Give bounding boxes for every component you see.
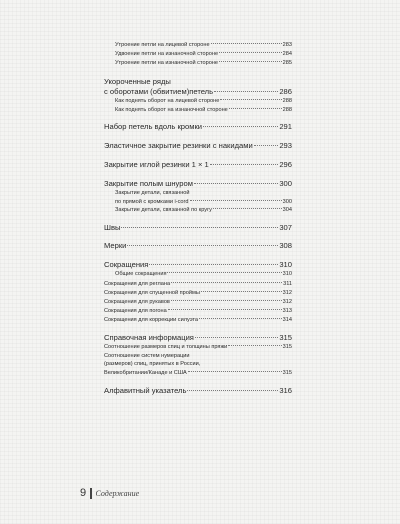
toc-entry-page: 300: [282, 198, 292, 205]
page-number: 9: [80, 487, 87, 499]
toc-entry[interactable]: [104, 97, 292, 106]
table-of-contents: [104, 41, 292, 396]
toc-entry-title-line: по прямой с кромками i-cord: [115, 198, 189, 205]
toc-entry-title: Набор петель вдоль кромки: [104, 122, 203, 132]
toc-entry-page: 300: [279, 179, 292, 189]
toc-entry[interactable]: [104, 316, 292, 325]
toc-entry-page: 286: [279, 86, 292, 96]
toc-entry[interactable]: [104, 352, 292, 378]
toc-entry-page: 308: [279, 241, 292, 251]
leader-dots: [219, 52, 282, 53]
leader-dots: [171, 300, 282, 301]
toc-entry[interactable]: [104, 343, 292, 352]
toc-entry-title-line: с оборотами (обвитием)петель: [104, 86, 214, 96]
toc-entry-page: 283: [282, 42, 292, 48]
toc-entry-title: Сокращения для спущенной проймы: [104, 289, 200, 296]
toc-entry-title: Как поднять оборот на изнаночной стороне: [115, 106, 228, 113]
leader-dots: [210, 164, 279, 165]
toc-entry-title-line: (размеров) спиц, принятых в России,: [104, 361, 201, 368]
toc-entry-page: 288: [282, 106, 292, 113]
toc-entry-page: 315: [282, 370, 292, 377]
toc-entry[interactable]: [104, 50, 292, 59]
leader-dots: [194, 183, 278, 184]
toc-entry[interactable]: [104, 77, 292, 97]
toc-entry-page: 310: [282, 271, 292, 278]
toc-entry-title-line: Укороченные ряды: [104, 76, 171, 86]
toc-entry[interactable]: [104, 260, 292, 270]
toc-entry-title: Справочная информация: [104, 332, 194, 342]
divider: [90, 488, 91, 499]
toc-entry[interactable]: [104, 59, 292, 68]
toc-entry-title: Алфавитный указатель: [104, 385, 187, 395]
toc-entry-page: 284: [282, 51, 292, 58]
toc-entry[interactable]: [104, 298, 292, 307]
toc-entry-title: Сокращения для коррекции силуэта: [104, 317, 199, 324]
leader-dots: [168, 309, 282, 310]
toc-entry[interactable]: [104, 289, 292, 298]
toc-entry-title: Закрытие полым шнуром: [104, 179, 193, 189]
toc-entry-title: Сокращения для рукавов: [104, 299, 170, 306]
leader-dots: [199, 318, 282, 319]
toc-entry-page: 304: [282, 207, 292, 214]
toc-entry-title: Мерки: [104, 241, 127, 251]
toc-entry-title-line: Великобритании/Канаде и США: [104, 370, 187, 377]
toc-entry-page: 315: [282, 343, 292, 350]
toc-entry-title: Сокращения: [104, 260, 149, 270]
toc-entry-title: Удвоение петли на изнаночной стороне: [115, 51, 219, 58]
toc-entry[interactable]: [104, 179, 292, 189]
section-title: Содержание: [95, 488, 140, 498]
toc-entry-title: Как поднять оборот на лицевой стороне: [115, 97, 220, 104]
toc-entry-title: Швы: [104, 223, 121, 233]
toc-entry[interactable]: [104, 189, 292, 206]
leader-dots: [167, 272, 281, 273]
toc-entry-title: Соотношение размеров спиц и толщины пряжи: [104, 343, 228, 350]
toc-entry-page: 310: [279, 260, 292, 270]
leader-dots: [121, 227, 278, 228]
toc-entry-title: Закрытие иглой резинки 1 × 1: [104, 160, 209, 170]
toc-entry-page: 312: [282, 289, 292, 296]
toc-entry-title: Сокращения для реглана: [104, 280, 171, 287]
toc-entry-title: Утроение петли на лицевой стороне: [115, 42, 210, 48]
toc-entry[interactable]: [104, 241, 292, 251]
toc-entry-title: Эластичное закрытие резинки с накидами: [104, 141, 253, 151]
toc-entry-title: Закрытие детали, связанной по кругу: [115, 207, 212, 214]
toc-entry-page: 285: [282, 60, 292, 67]
toc-entry-title: Утроение петли на изнаночной стороне: [115, 60, 219, 67]
toc-entry-title: Сокращения для погона: [104, 308, 167, 315]
leader-dots: [195, 337, 278, 338]
leader-dots: [254, 145, 279, 146]
leader-dots: [228, 345, 281, 346]
toc-entry-page: 296: [279, 160, 292, 170]
leader-dots: [203, 126, 278, 127]
toc-entry[interactable]: [104, 386, 292, 396]
toc-entry[interactable]: [104, 41, 292, 50]
leader-dots: [214, 91, 278, 92]
toc-entry[interactable]: [104, 270, 292, 279]
toc-entry[interactable]: [104, 280, 292, 289]
toc-entry-page: 307: [279, 223, 292, 233]
toc-entry[interactable]: [104, 307, 292, 316]
leader-dots: [220, 99, 281, 100]
leader-dots: [187, 390, 278, 391]
toc-entry[interactable]: [104, 206, 292, 215]
toc-entry[interactable]: [104, 106, 292, 115]
toc-entry-page: 314: [282, 317, 292, 324]
leader-dots: [190, 200, 282, 201]
leader-dots: [219, 61, 282, 62]
leader-dots: [211, 43, 282, 44]
leader-dots: [201, 291, 282, 292]
toc-entry[interactable]: [104, 141, 292, 151]
toc-entry-title: Общие сокращения: [115, 271, 167, 278]
toc-entry[interactable]: [104, 122, 292, 132]
leader-dots: [229, 108, 282, 109]
toc-entry-page: 316: [279, 385, 292, 395]
toc-entry-title-line: Соотношение систем нумерации: [104, 352, 190, 359]
leader-dots: [213, 208, 282, 209]
toc-entry-page: 315: [279, 332, 292, 342]
toc-entry-page: 312: [282, 299, 292, 306]
toc-entry-page: 288: [282, 97, 292, 104]
toc-entry-page: 293: [279, 141, 292, 151]
toc-entry-page: 313: [282, 308, 292, 315]
leader-dots: [188, 371, 282, 372]
page-footer: [80, 487, 139, 499]
toc-entry[interactable]: [104, 160, 292, 170]
leader-dots: [149, 264, 278, 265]
leader-dots: [171, 282, 282, 283]
toc-entry-page: 311: [283, 280, 292, 287]
toc-entry-page: 291: [279, 122, 292, 132]
toc-entry[interactable]: [104, 333, 292, 343]
toc-entry[interactable]: [104, 223, 292, 233]
toc-entry-title-line: Закрытие детали, связанной: [115, 190, 190, 197]
leader-dots: [127, 245, 278, 246]
